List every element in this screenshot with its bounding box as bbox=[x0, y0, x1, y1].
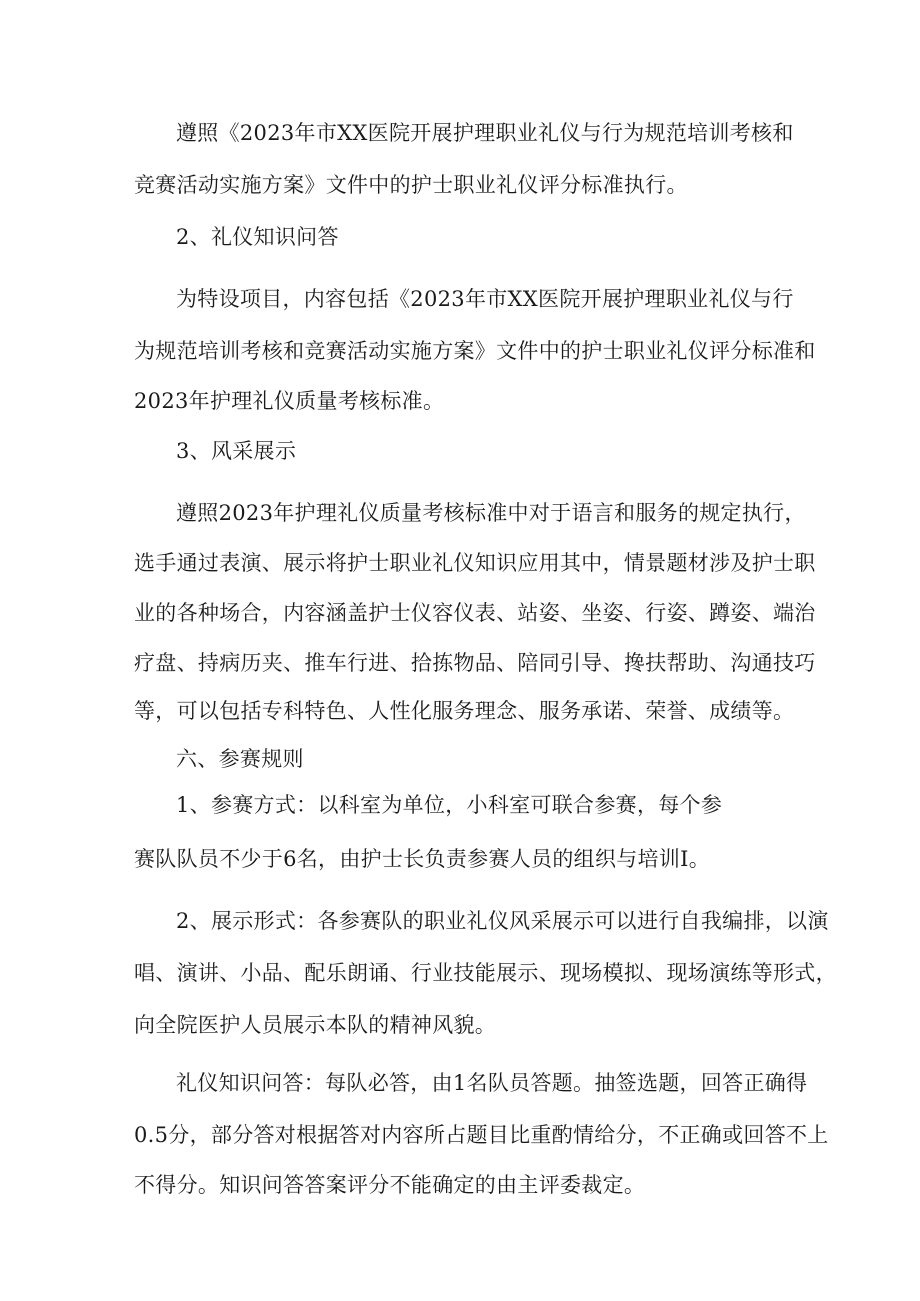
paragraph-line: 2、展示形式：各参赛队的职业礼仪风采展示可以进行自我编排，以演 bbox=[176, 909, 829, 933]
section-heading: 2、礼仪知识问答 bbox=[176, 225, 339, 249]
paragraph-line: 选手通过表演、展示将护士职业礼仪知识应用其中，情景题材涉及护士职 bbox=[134, 551, 816, 575]
paragraph-line: 1、参赛方式：以科室为单位，小科室可联合参赛，每个参 bbox=[176, 793, 723, 817]
paragraph-line: 为特设项目，内容包括《2023年市XX医院开展护理职业礼仪与行 bbox=[176, 287, 794, 311]
paragraph-line: 疗盘、持病历夹、推车行进、拾拣物品、陪同引导、搀扶帮助、沟通技巧 bbox=[134, 651, 816, 675]
paragraph-line: 业的各种场合，内容涵盖护士仪容仪表、站姿、坐姿、行姿、蹲姿、端治 bbox=[134, 601, 816, 625]
paragraph-line: 0.5分，部分答对根据答对内容所占题目比重酌情给分，不正确或回答不上 bbox=[134, 1123, 829, 1147]
paragraph-line: 遵照2023年护理礼仪质量考核标准中对于语言和服务的规定执行， bbox=[176, 501, 806, 525]
paragraph-line: 礼仪知识问答：每队必答，由1名队员答题。抽签选题，回答正确得 bbox=[176, 1071, 808, 1095]
paragraph-line: 赛队队员不少于6名，由护士长负责参赛人员的组织与培训I。 bbox=[134, 847, 711, 871]
section-heading: 3、风采展示 bbox=[176, 439, 297, 463]
paragraph-line: 竞赛活动实施方案》文件中的护士职业礼仪评分标准执行。 bbox=[134, 173, 688, 197]
paragraph-line: 向全院医护人员展示本队的精神风貌。 bbox=[134, 1013, 497, 1037]
paragraph-line: 等，可以包括专科特色、人性化服务理念、服务承诺、荣誉、成绩等。 bbox=[134, 699, 795, 723]
paragraph-line: 唱、演讲、小品、配乐朗诵、行业技能展示、现场模拟、现场演练等形式， bbox=[134, 961, 837, 985]
paragraph-line: 2023年护理礼仪质量考核标准。 bbox=[134, 389, 445, 413]
paragraph-line: 不得分。知识问答答案评分不能确定的由主评委裁定。 bbox=[134, 1173, 646, 1197]
section-heading: 六、参赛规则 bbox=[176, 747, 304, 771]
paragraph-line: 遵照《2023年市XX医院开展护理职业礼仪与行为规范培训考核和 bbox=[176, 121, 794, 145]
paragraph-line: 为规范培训考核和竞赛活动实施方案》文件中的护士职业礼仪评分标准和 bbox=[134, 339, 816, 363]
